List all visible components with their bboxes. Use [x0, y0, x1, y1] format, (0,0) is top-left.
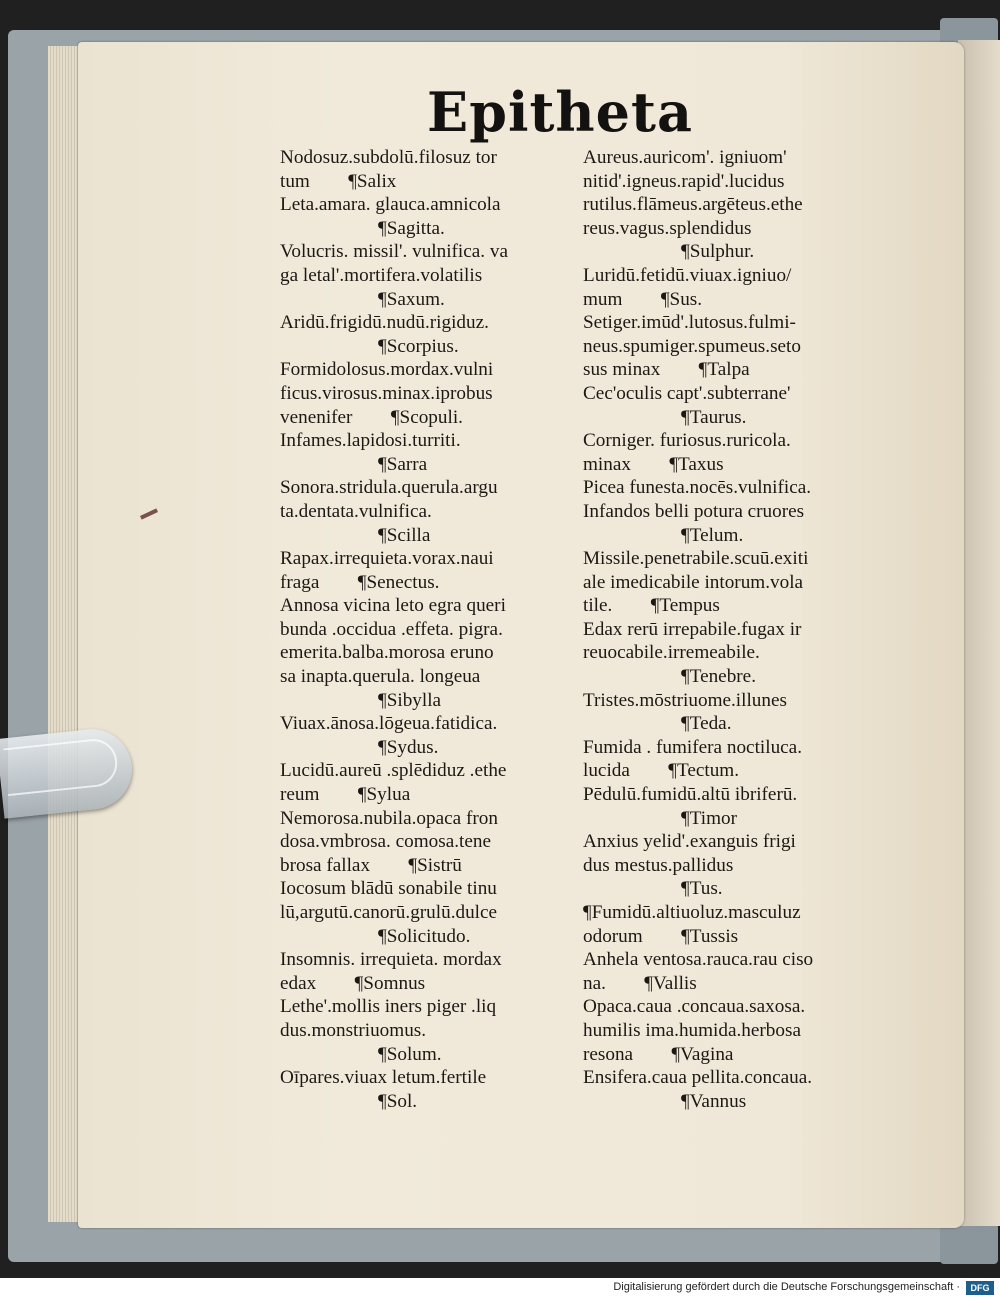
text-line: ale imedicabile intorum.vola — [583, 571, 804, 593]
entry-heading: ¶Tectum. — [668, 760, 740, 782]
text-line: rutilus.flāmeus.argēteus.ethe — [583, 194, 803, 216]
line-text: odorum — [583, 925, 643, 947]
text-line — [280, 170, 580, 194]
text-line: Infames.lapidosi.turriti. — [280, 430, 461, 452]
line-gap — [319, 572, 357, 593]
line-gap — [612, 595, 650, 616]
text-line: Anhela ventosa.rauca.rau ciso — [583, 949, 814, 971]
text-line: Lethe'.mollis iners piger .liq — [280, 996, 497, 1018]
line-text: edax — [280, 972, 317, 994]
line-gap — [319, 784, 357, 805]
footer-credit: Digitalisierung gefördert durch die Deutsche Forschungsgemeinschaft · — [613, 1281, 960, 1293]
line-gap — [622, 289, 660, 310]
entry-heading: ¶Scilla — [378, 524, 431, 546]
text-line — [280, 406, 580, 430]
entry-heading: ¶Sylua — [357, 784, 411, 806]
line-gap — [370, 855, 408, 876]
text-line: Opaca.caua .concaua.saxosa. — [583, 996, 806, 1018]
entry-heading: ¶Sibylla — [378, 689, 442, 711]
text-line: nitid'.igneus.rapid'.lucidus — [583, 170, 785, 192]
text-line: ga letal'.mortifera.volatilis — [280, 264, 483, 286]
text-line: reus.vagus.splendidus — [583, 217, 752, 239]
text-line: Nemorosa.nubila.opaca fron — [280, 807, 498, 829]
text-line: Rapax.irrequieta.vorax.naui — [280, 548, 494, 570]
text-line: Iocosum blādū sonabile tinu — [280, 878, 497, 900]
text-line: dus mestus.pallidus — [583, 854, 734, 876]
text-line: Volucris. missil'. vulnifica. va — [280, 241, 508, 263]
text-line: Sonora.stridula.querula.argu — [280, 477, 498, 499]
text-line: Infandos belli potura cruores — [583, 500, 805, 522]
line-text: reum — [280, 784, 320, 806]
entry-heading: ¶Tempus — [650, 595, 720, 617]
entry-heading: ¶Sol. — [378, 1090, 418, 1112]
text-line: Nodosuz.subdolū.filosuz tor — [280, 147, 497, 168]
text-line: Luridū.fetidū.viuax.igniuo/ — [583, 264, 792, 286]
line-text: resona — [583, 1043, 634, 1065]
text-line — [583, 759, 883, 783]
text-line — [280, 854, 580, 878]
text-line: Picea funesta.nocēs.vulnifica. — [583, 477, 812, 499]
text-line: lū,argutū.canorū.grulū.dulce — [280, 902, 498, 923]
dfg-logo: DFG — [966, 1281, 994, 1295]
page-title: Epitheta — [427, 80, 693, 144]
text-line: dus.monstriuomus. — [280, 1019, 427, 1041]
text-line: Missile.penetrabile.scuū.exiti — [583, 548, 809, 570]
line-gap — [352, 407, 390, 428]
line-gap — [643, 926, 681, 947]
entry-heading: ¶Taxus — [669, 453, 724, 475]
entry-heading: ¶Sydus. — [378, 736, 439, 758]
line-gap — [631, 454, 669, 475]
text-line: Oīpares.viuax letum.fertile — [280, 1067, 487, 1089]
entry-heading: ¶Saxum. — [378, 288, 445, 310]
text-line: Setiger.imūd'.lutosus.fulmi- — [583, 312, 796, 334]
left-text-column — [280, 146, 580, 1113]
entry-heading: ¶Somnus — [354, 972, 426, 994]
text-line: Formidolosus.mordax.vulni — [280, 359, 494, 381]
text-line — [583, 358, 883, 382]
line-text: sus minax — [583, 359, 661, 381]
entry-heading: ¶Tenebre. — [681, 666, 756, 688]
entry-heading: ¶Vallis — [644, 972, 697, 994]
line-gap — [630, 760, 668, 781]
entry-heading: ¶Scorpius. — [378, 335, 459, 357]
entry-heading: ¶Telum. — [681, 524, 744, 546]
text-line: ¶Fumidū.altiuoluz.masculuz — [583, 902, 801, 923]
line-text: venenifer — [280, 406, 353, 428]
entry-heading: ¶Vannus — [681, 1090, 747, 1112]
line-gap — [606, 973, 644, 994]
right-text-column — [583, 146, 883, 1113]
text-line: Annosa vicina leto egra queri — [280, 595, 506, 617]
entry-heading: ¶Senectus. — [357, 571, 440, 593]
text-line: neus.spumiger.spumeus.seto — [583, 335, 801, 357]
text-line — [583, 1043, 883, 1067]
text-line — [280, 972, 580, 996]
text-line: dosa.vmbrosa. comosa.tene — [280, 831, 492, 853]
text-line: Ensifera.caua pellita.concaua. — [583, 1067, 813, 1089]
entry-heading: ¶Vagina — [671, 1043, 734, 1065]
text-line: humilis ima.humida.herbosa — [583, 1019, 801, 1041]
line-text: mum — [583, 288, 623, 310]
text-line — [583, 972, 883, 996]
entry-heading: ¶Timor — [681, 807, 737, 829]
line-text: tum — [280, 170, 310, 192]
text-line: Corniger. furiosus.ruricola. — [583, 430, 791, 452]
text-line: Cec'oculis capt'.subterrane' — [583, 382, 791, 404]
line-text: fraga — [280, 571, 320, 593]
entry-heading: ¶Tus. — [681, 878, 723, 900]
entry-heading: ¶Talpa — [698, 359, 750, 381]
entry-heading: ¶Teda. — [681, 713, 732, 735]
text-line: ta.dentata.vulnifica. — [280, 500, 432, 522]
text-line: Viuax.ānosa.lōgeua.fatidica. — [280, 713, 498, 735]
page-clip-inner — [3, 737, 119, 796]
page-edges — [48, 46, 82, 1222]
text-line — [583, 925, 883, 949]
line-gap — [660, 359, 698, 380]
text-line: Anxius yelid'.exanguis frigi — [583, 831, 796, 853]
line-text: lucida — [583, 760, 630, 782]
text-line: ficus.virosus.minax.iprobus — [280, 382, 493, 404]
text-line — [583, 594, 883, 618]
text-line: Lucidū.aureū .splēdiduz .ethe — [280, 760, 507, 782]
entry-heading: ¶Tussis — [681, 925, 739, 947]
text-line: Aureus.auricom'. igniuom' — [583, 147, 787, 168]
line-gap — [310, 171, 348, 192]
text-line: emerita.balba.morosa eruno — [280, 642, 494, 664]
facing-page-edge — [958, 40, 1000, 1226]
entry-heading: ¶Sus. — [660, 288, 703, 310]
digitization-footer — [0, 1278, 1000, 1298]
line-text: tile. — [583, 595, 613, 617]
text-line: Leta.amara. glauca.amnicola — [280, 194, 501, 216]
text-line: Edax rerū irrepabile.fugax ir — [583, 618, 802, 640]
text-line: bunda .occidua .effeta. pigra. — [280, 618, 503, 640]
text-line — [280, 783, 580, 807]
text-line — [280, 571, 580, 595]
text-line: reuocabile.irremeabile. — [583, 642, 760, 664]
text-line: Fumida . fumifera noctiluca. — [583, 736, 802, 758]
line-text: na. — [583, 972, 606, 994]
text-line: Aridū.frigidū.nudū.rigiduz. — [280, 312, 489, 334]
text-line: Insomnis. irrequieta. mordax — [280, 949, 502, 971]
text-line: sa inapta.querula. longeua — [280, 666, 481, 688]
entry-heading: ¶Salix — [348, 170, 397, 192]
entry-heading: ¶Sulphur. — [681, 241, 755, 263]
line-gap — [633, 1044, 671, 1065]
text-line — [583, 288, 883, 312]
entry-heading: ¶Solicitudo. — [378, 925, 471, 947]
entry-heading: ¶Sistrū — [408, 854, 462, 876]
text-line: Tristes.mōstriuome.illunes — [583, 689, 787, 711]
entry-heading: ¶Sagitta. — [378, 217, 445, 239]
text-line: Pēdulū.fumidū.altū ibriferū. — [583, 784, 798, 806]
entry-heading: ¶Sarra — [378, 453, 428, 475]
line-text: brosa fallax — [280, 854, 371, 876]
line-gap — [316, 973, 354, 994]
line-text: minax — [583, 453, 631, 475]
entry-heading: ¶Scopuli. — [390, 406, 463, 428]
entry-heading: ¶Taurus. — [681, 406, 747, 428]
entry-heading: ¶Solum. — [378, 1043, 442, 1065]
text-line — [583, 453, 883, 477]
